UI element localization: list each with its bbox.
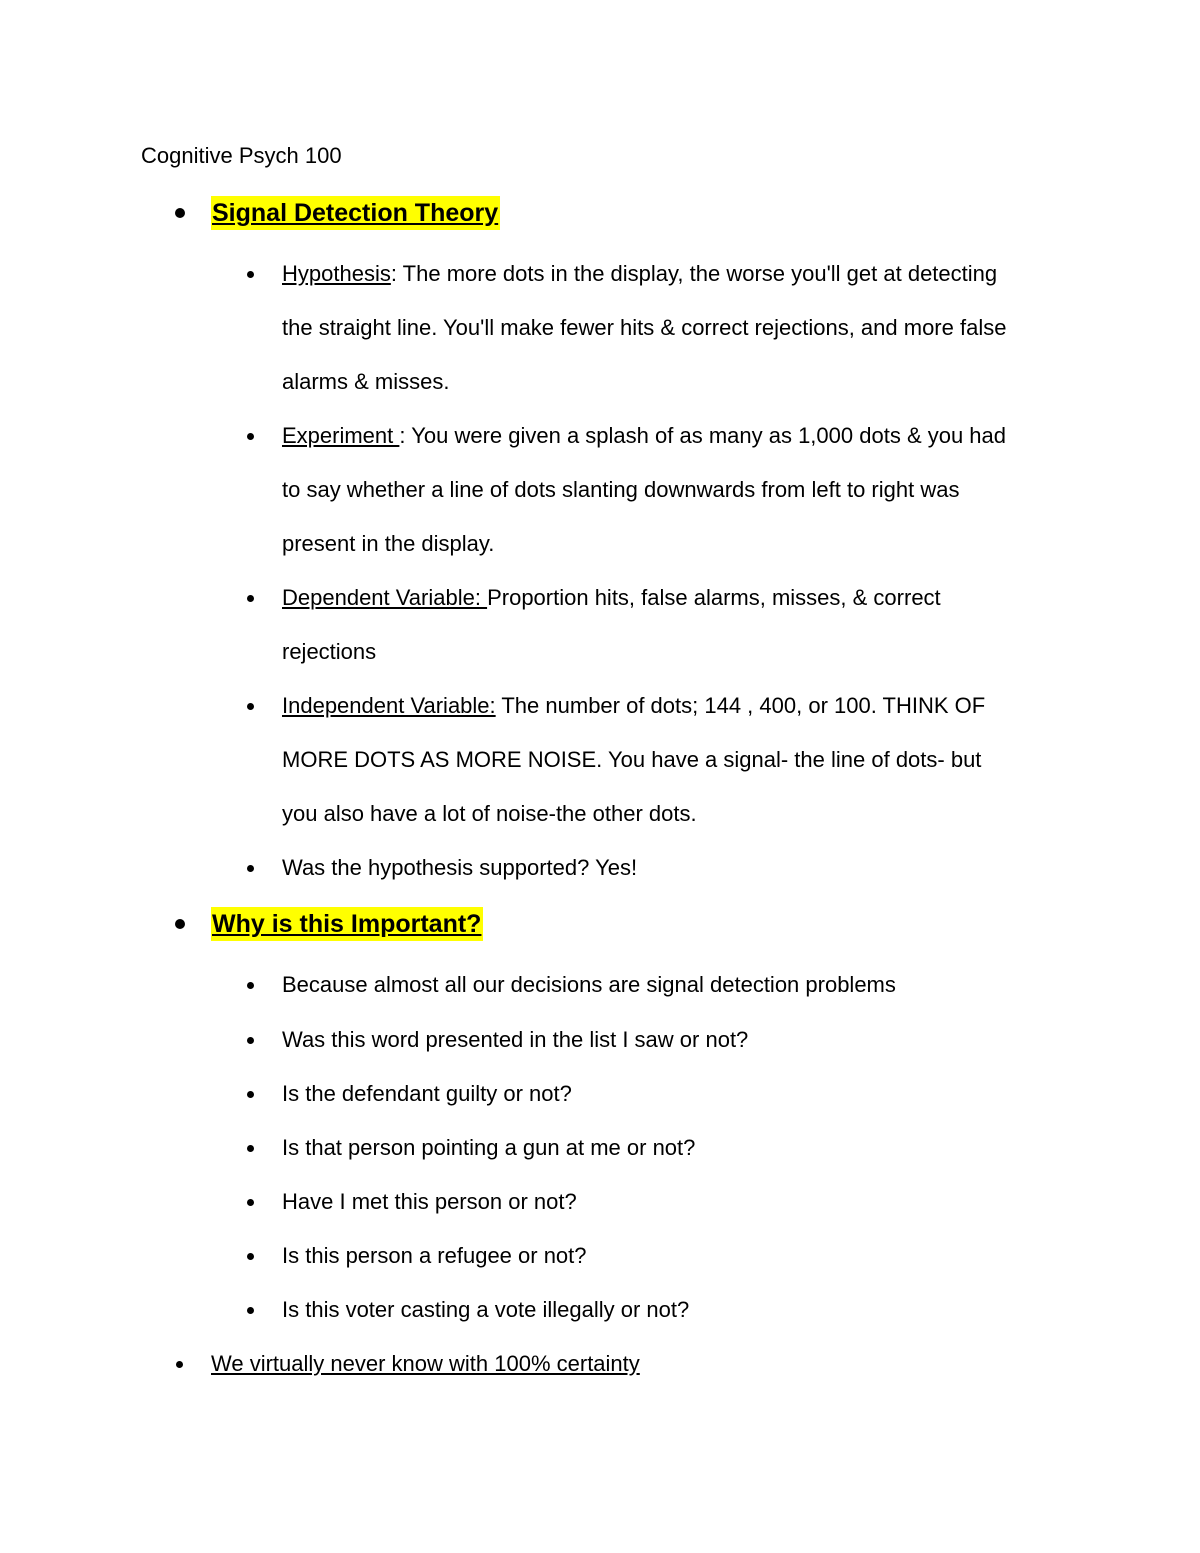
hypothesis-text: : The more dots in the display, the worse you'll get at detecting bbox=[390, 261, 998, 286]
dependent-label: Dependent Variable: bbox=[282, 585, 488, 610]
bullet-icon bbox=[176, 1361, 183, 1368]
dependent-line-1 bbox=[282, 583, 941, 613]
independent-line-2: MORE DOTS AS MORE NOISE. You have a signal- the line of dots- but bbox=[282, 747, 982, 772]
list-item: Because almost all our decisions are signal detection problems bbox=[282, 972, 896, 997]
bullet-icon bbox=[247, 703, 254, 710]
list-item: Was this word presented in the list I saw or not? bbox=[282, 1027, 749, 1052]
list-item: Is this voter casting a vote illegally or not? bbox=[282, 1297, 690, 1322]
section-heading-why-important: Why is this Important? bbox=[211, 907, 483, 941]
hypothesis-label: Hypothesis bbox=[282, 261, 391, 286]
experiment-line-1 bbox=[282, 421, 1006, 451]
independent-text: The number of dots; 144 , 400, or 100. THINK OF bbox=[495, 693, 986, 718]
list-item: Is this person a refugee or not? bbox=[282, 1243, 587, 1268]
bullet-icon bbox=[247, 595, 254, 602]
independent-label: Independent Variable: bbox=[282, 693, 496, 718]
experiment-text: : You were given a splash of as many as 1,000 dots & you had bbox=[399, 423, 1007, 448]
independent-line-3: you also have a lot of noise-the other dots. bbox=[282, 801, 697, 826]
dependent-line-2: rejections bbox=[282, 639, 377, 664]
bullet-icon bbox=[247, 433, 254, 440]
experiment-line-2: to say whether a line of dots slanting downwards from left to right was bbox=[282, 477, 960, 502]
supported-line: Was the hypothesis supported? Yes! bbox=[282, 855, 638, 880]
section-heading-signal-detection: Signal Detection Theory bbox=[211, 196, 500, 230]
list-item: Have I met this person or not? bbox=[282, 1189, 577, 1214]
bullet-icon bbox=[247, 1253, 254, 1260]
list-item: Is the defendant guilty or not? bbox=[282, 1081, 572, 1106]
list-item: Is that person pointing a gun at me or not? bbox=[282, 1135, 696, 1160]
hypothesis-line-2: the straight line. You'll make fewer hits & correct rejections, and more false bbox=[282, 315, 1007, 340]
independent-line-1 bbox=[282, 691, 985, 721]
experiment-label: Experiment bbox=[282, 423, 400, 448]
bullet-icon bbox=[247, 1199, 254, 1206]
bullet-icon bbox=[247, 865, 254, 872]
bullet-icon bbox=[247, 1091, 254, 1098]
bullet-icon bbox=[247, 982, 254, 989]
document-title: Cognitive Psych 100 bbox=[141, 143, 342, 168]
bullet-icon bbox=[247, 1145, 254, 1152]
hypothesis-line-1 bbox=[282, 259, 997, 289]
bullet-icon bbox=[175, 919, 185, 929]
final-statement: We virtually never know with 100% certainty bbox=[211, 1351, 640, 1376]
bullet-icon bbox=[175, 208, 185, 218]
bullet-icon bbox=[247, 1037, 254, 1044]
experiment-line-3: present in the display. bbox=[282, 531, 495, 556]
bullet-icon bbox=[247, 1307, 254, 1314]
bullet-icon bbox=[247, 271, 254, 278]
dependent-text: Proportion hits, false alarms, misses, & correct bbox=[487, 585, 941, 610]
hypothesis-line-3: alarms & misses. bbox=[282, 369, 450, 394]
